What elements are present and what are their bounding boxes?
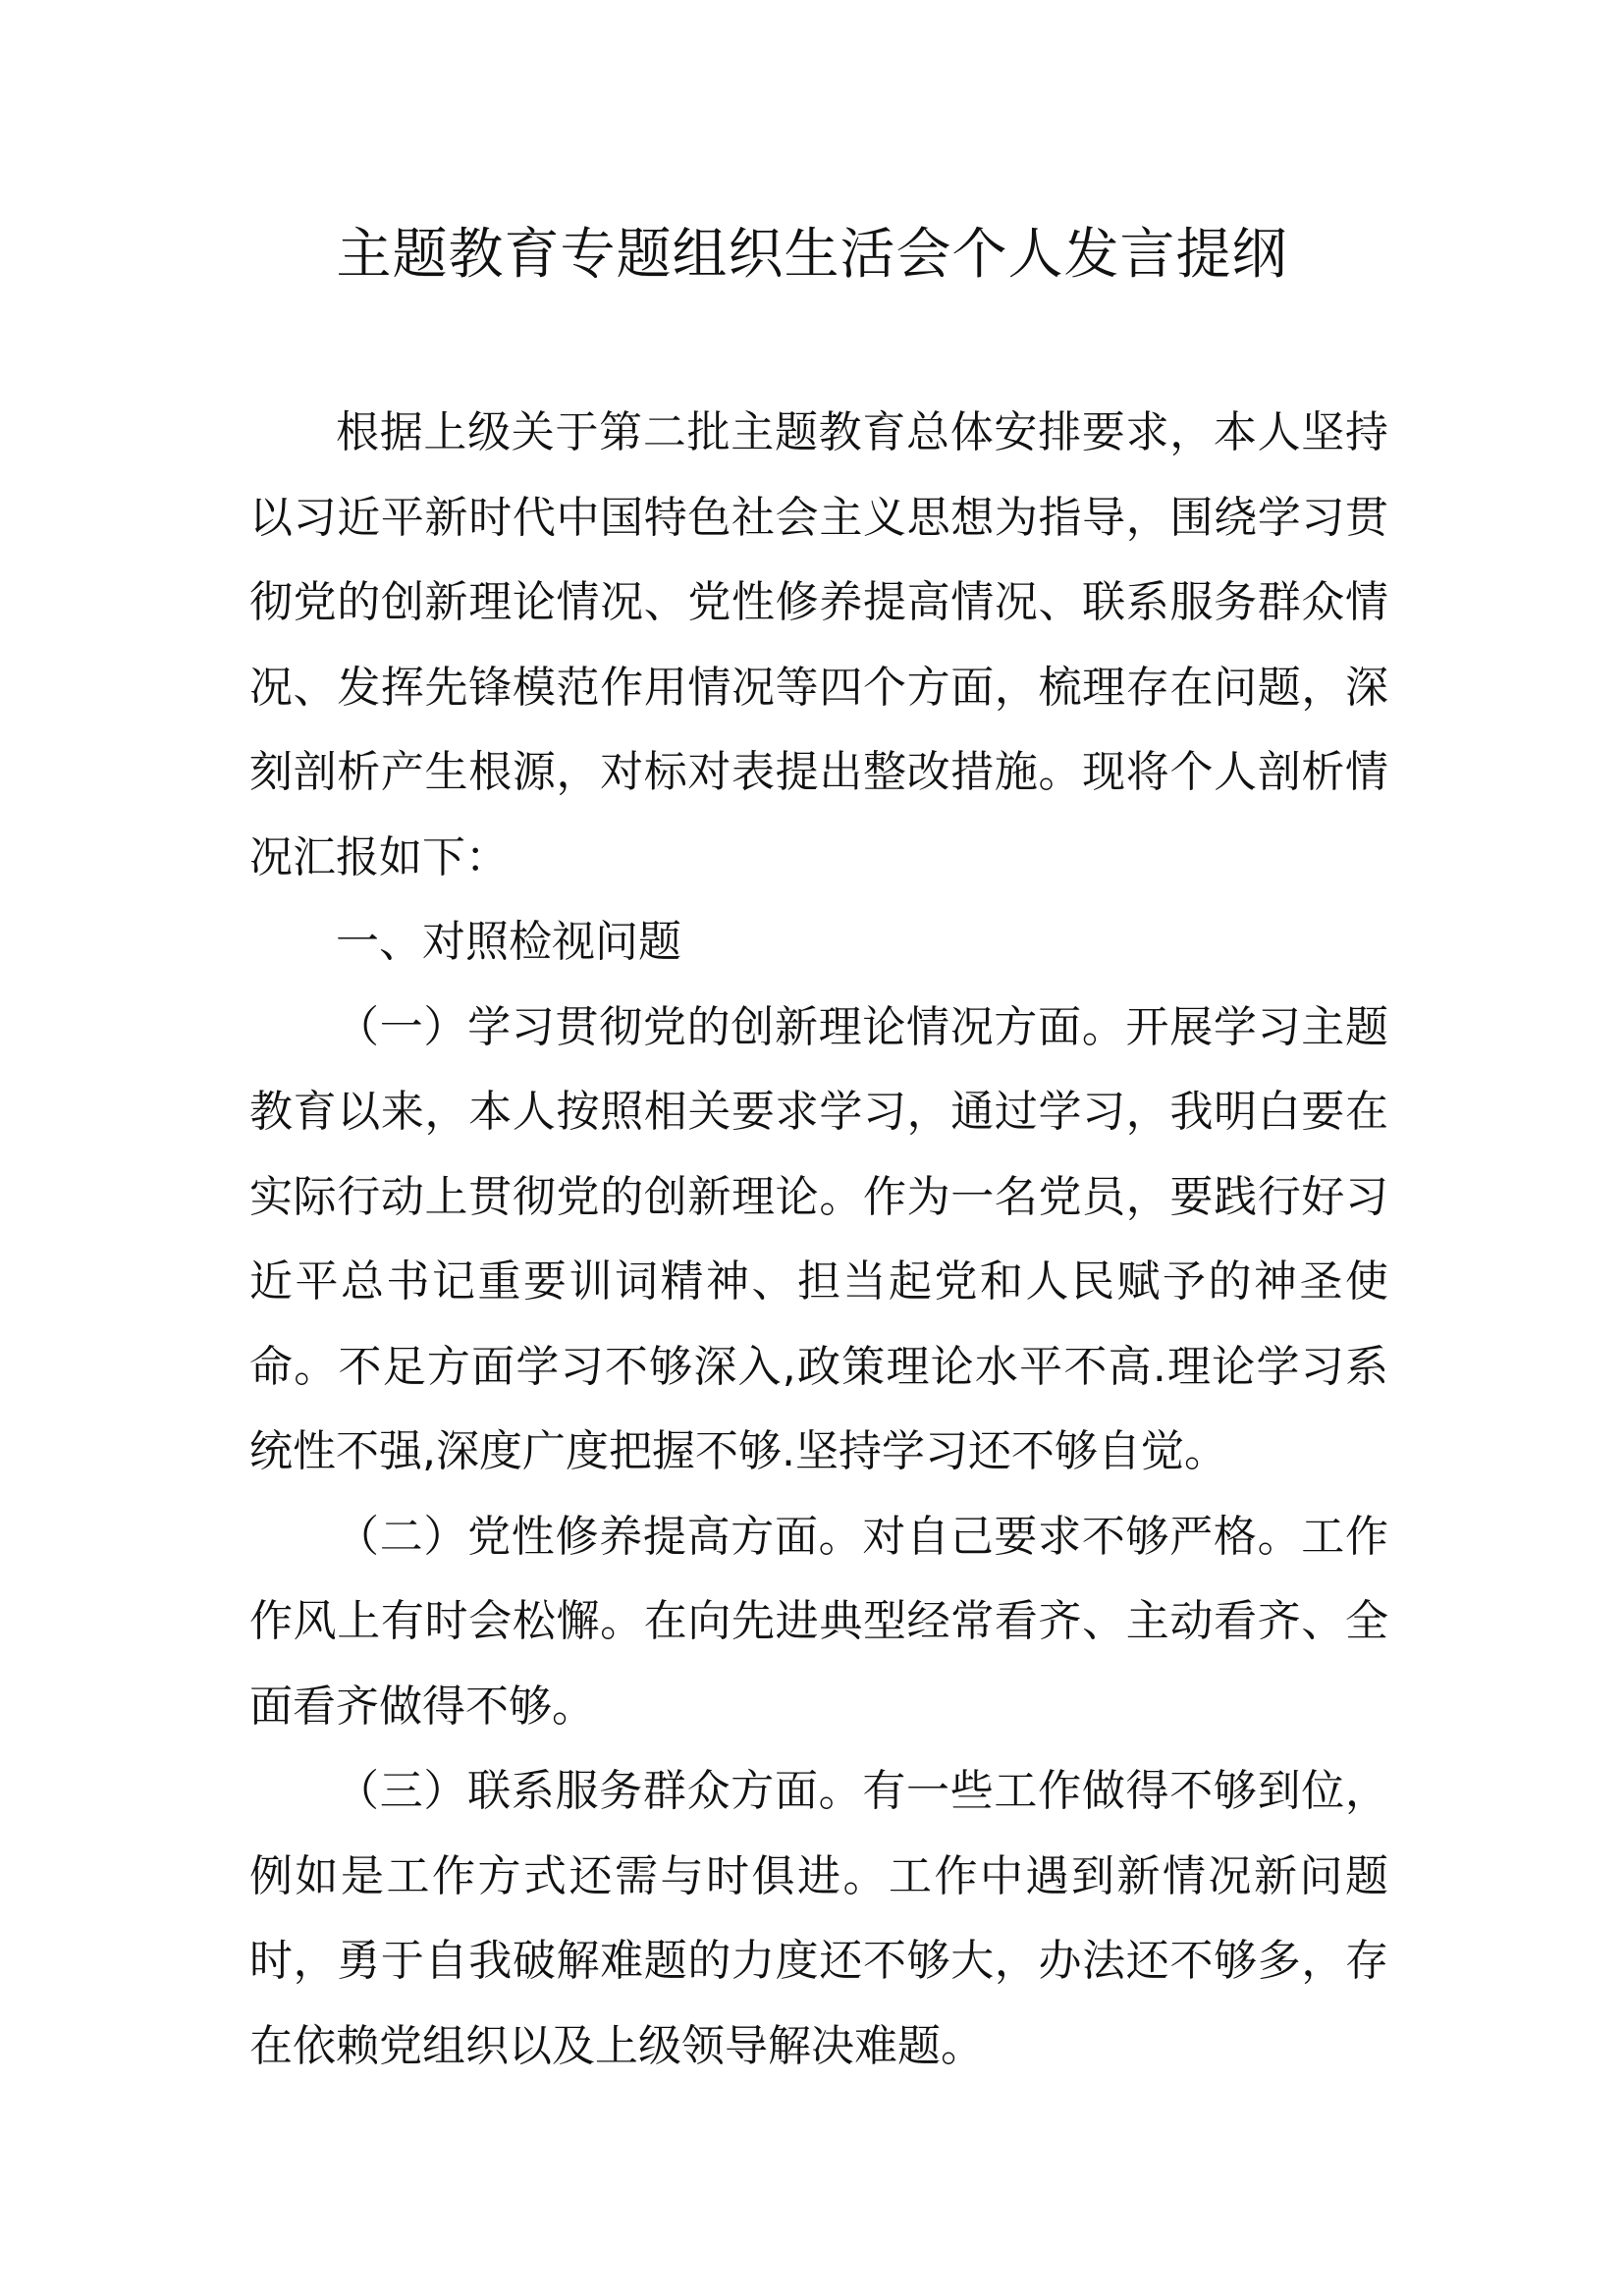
document-title: 主题教育专题组织生活会个人发言提纲: [336, 223, 1288, 287]
paragraph-party-spirit: （二）党性修养提高方面。对自己要求不够严格。工作作风上有时会松懈。在向先进典型经常看齐、主动看齐、全面看齐做得不够。: [249, 1511, 1388, 1732]
paragraph-theory-study: （一）学习贯彻党的创新理论情况方面。开展学习主题教育以来，本人按照相关要求学习，通过学习，我明白要在实际行动上贯彻党的创新理论。作为一名党员，要践行好习近平总书记重要训词精神、担当起党和人民赋予的神圣使命。不足方面学习不够深入,政策理论水平不高.理论学习系统性不强,深度广度把握不够.坚持学习还不够自觉。: [249, 1001, 1388, 1476]
paragraph-serving-masses: （三）联系服务群众方面。有一些工作做得不够到位，例如是工作方式还需与时俱进。工作中遇到新情况新问题时，勇于自我破解难题的力度还不够大，办法还不够多，存在依赖党组织以及上级领导解决难题。: [249, 1766, 1388, 2071]
document-body: [249, 391, 1388, 2089]
intro-paragraph: 根据上级关于第二批主题教育总体安排要求，本人坚持以习近平新时代中国特色社会主义思想为指导，围绕学习贯彻党的创新理论情况、党性修养提高情况、联系服务群众情况、发挥先锋模范作用情况等四个方面，梳理存在问题，深刻剖析产生根源，对标对表提出整改措施。现将个人剖析情况汇报如下：: [249, 407, 1388, 882]
section-heading: 一、对照检视问题: [336, 917, 681, 967]
